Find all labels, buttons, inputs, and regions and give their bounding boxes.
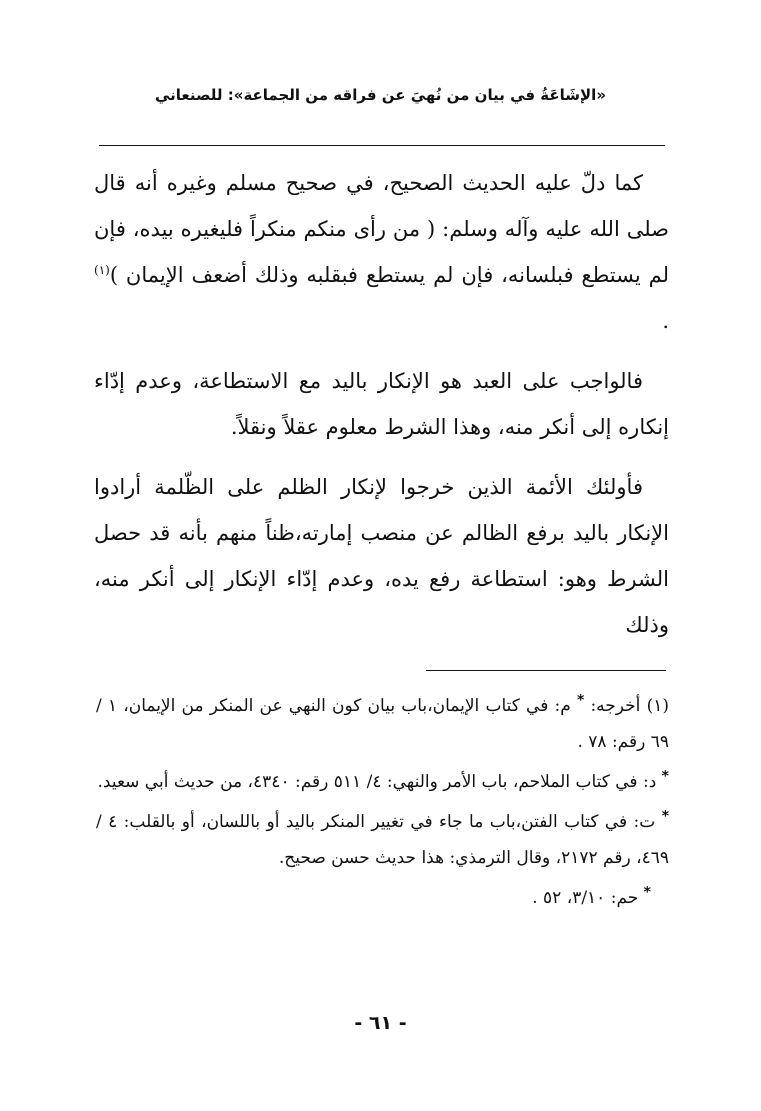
footnote-1-lead: (١) أخرجه: bbox=[584, 696, 669, 716]
paragraph-1 bbox=[94, 160, 669, 344]
asterisk-icon: * bbox=[661, 768, 669, 785]
paragraph-3: فأولئك الأئمة الذين خرجوا لإنكار الظلم على الظّلمة أرادوا الإنكار باليد برفع الظالم عن منصب إمارته،ظناً منهم بأنه قد حصل الشرط وهو: استطاعة رفع يده، وعدم إدّاء الإنكار إلى أنكر منه، وذلك bbox=[94, 475, 669, 637]
asterisk-icon: * bbox=[643, 884, 651, 901]
footnote-4-text: حم: ٣/١٠، ٥٢ . bbox=[532, 888, 644, 908]
header-divider bbox=[99, 145, 665, 146]
footnote-2-text: د: في كتاب الملاحم، باب الأمر والنهي: ٤/ ٥١١ رقم: ٤٣٤٠، من حديث أبي سعيد. bbox=[97, 772, 662, 792]
footnote-4 bbox=[96, 880, 669, 916]
footnotes bbox=[96, 688, 669, 920]
footnote-divider bbox=[426, 670, 666, 671]
footnote-1-text: م: في كتاب الإيمان،باب بيان كون النهي عن المنكر من الإيمان، ١ /٦٩ رقم: ٧٨ . bbox=[96, 696, 669, 752]
footnote-1 bbox=[96, 688, 669, 760]
footnote-reference-1[interactable]: (١) bbox=[94, 263, 110, 277]
paragraph-1-text: كما دلّ عليه الحديث الصحيح، في صحيح مسلم وغيره أنه قال صلى الله عليه وآله وسلم: ( من رأى منكم منكراً فليغيره بيده، فإن لم يستطع فبلسانه، فإن لم يستطع فبقلبه وذلك أضعف الإيمان ) bbox=[94, 171, 669, 287]
page-number: - ٦١ - bbox=[354, 1012, 407, 1034]
footnote-3-text: ت: في كتاب الفتن،باب ما جاء في تغيير المنكر باليد أو باللسان، أو بالقلب: ٤ /٤٦٩، رقم ٢١٧٢، وقال الترمذي: هذا حديث حسن صحيح. bbox=[96, 812, 669, 868]
asterisk-icon: * bbox=[661, 808, 670, 825]
paragraph-1-end: . bbox=[662, 309, 669, 333]
main-text bbox=[94, 160, 669, 662]
paragraph-2: فالواجب على العبد هو الإنكار باليد مع الاستطاعة، وعدم إدّاء إنكاره إلى أنكر منه، وهذا الشرط معلوم عقلاً ونقلاً. bbox=[94, 369, 669, 439]
footnote-2 bbox=[96, 764, 669, 800]
running-header: «الإشَاعَةُ في بيان من نُهيَ عن فراقه من الجماعة»: للصنعاني bbox=[154, 86, 607, 104]
asterisk-icon: * bbox=[576, 692, 585, 709]
footnote-3 bbox=[96, 804, 669, 876]
